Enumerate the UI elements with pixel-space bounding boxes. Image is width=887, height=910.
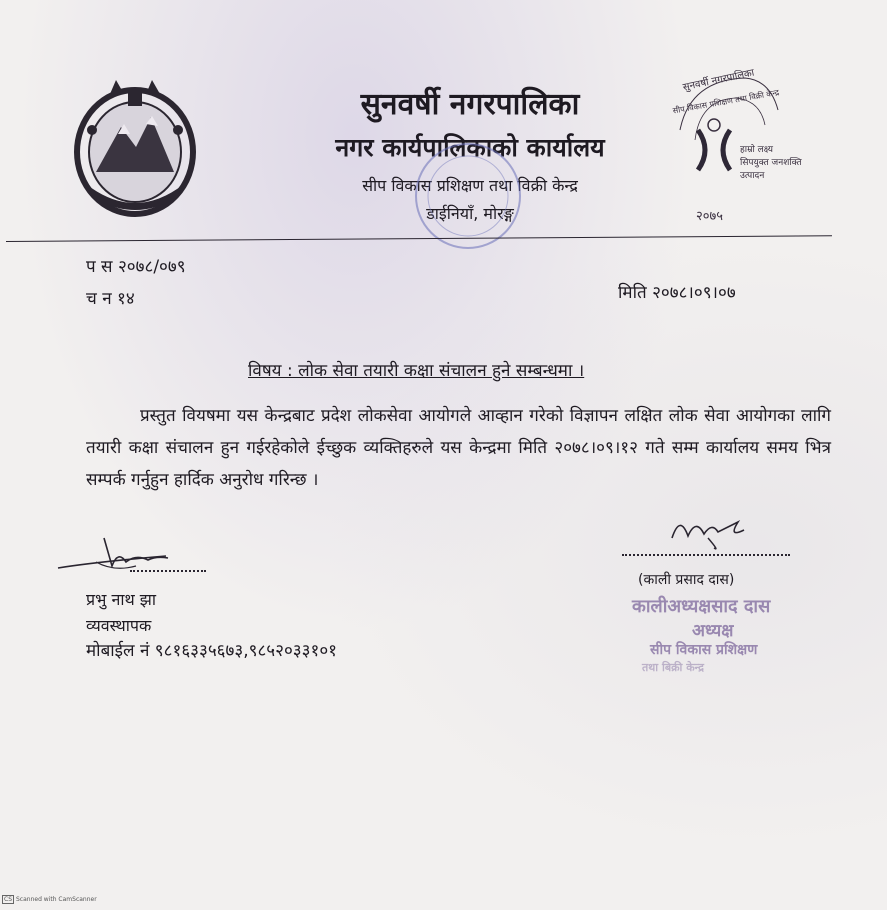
center-name: सीप विकास प्रशिक्षण तथा विक्री केन्द्र [362, 176, 578, 195]
chairman-stamp-center2: तथा बिक्री केन्द्र [642, 661, 704, 674]
chairman-signature [668, 508, 758, 556]
letter-date: मिति २०७८।०९।०७ [618, 283, 736, 303]
logo-side-line1: हाम्रो लक्ष्य [740, 145, 774, 155]
logo-side-line3: उत्पादन [740, 171, 765, 181]
manager-title: व्यवस्थापक [86, 616, 152, 635]
ps-number: प स २०७८/०७९ [86, 257, 186, 277]
manager-mobile: मोबाईल नं ९८१६३३५६७३,९८५२०३३१०१ [86, 641, 337, 661]
logo-arc-text: सुनवर्षी नगरपालिका [681, 67, 756, 94]
scanner-watermark [2, 895, 97, 904]
logo-year: २०७५ [696, 209, 724, 224]
chairman-stamp-center: सीप विकास प्रशिक्षण [650, 642, 758, 658]
letter-body: प्रस्तुत वियषमा यस केन्द्रबाट प्रदेश लोकसेवा आयोगले आव्हान गरेको विज्ञापन लक्षित लोक सेवा आयोगका लागि तयारी कक्षा संचालन हुन गईरहेकोले ईच्छुक व्यक्तिहरुले यस केन्द्रमा मिति २०७८।०९।१२ गते सम्म कार्यालय समय भित्र सम्पर्क गर्नुहुन हार्दिक अनुरोध गरिन्छ । [86, 406, 831, 490]
office-title: नगर कार्यपालिकाको कार्यालय [335, 133, 605, 162]
chalani-number: च न १४ [86, 289, 135, 309]
chairman-stamp-title: अध्यक्ष [692, 621, 734, 641]
chairman-name: (काली प्रसाद दास) [638, 572, 735, 588]
manager-signature-line [130, 570, 206, 572]
center-location: डाईनियाँ, मोरङ्ग [426, 204, 514, 223]
camscanner-icon: CS [4, 896, 12, 903]
manager-name: प्रभु नाथ झा [86, 590, 157, 609]
chairman-stamp-name: कालीअध्यक्षसाद दास [632, 596, 771, 617]
round-office-stamp [412, 140, 524, 252]
letter-subject: विषय : लोक सेवा तयारी कक्षा संचालन हुने सम्बन्धमा । [248, 361, 585, 381]
municipality-title: सुनवर्षी नगरपालिका [360, 87, 580, 122]
logo-side-line2: सिपयुक्त जनशक्ति [740, 158, 802, 168]
logo-inner-text: सीप विकास प्रशिक्षण तथा विक्री केन्द्र [672, 87, 780, 116]
chairman-signature-line [622, 554, 790, 556]
scanner-watermark-text: Scanned with CamScanner [16, 896, 97, 903]
nepal-emblem [66, 72, 204, 222]
